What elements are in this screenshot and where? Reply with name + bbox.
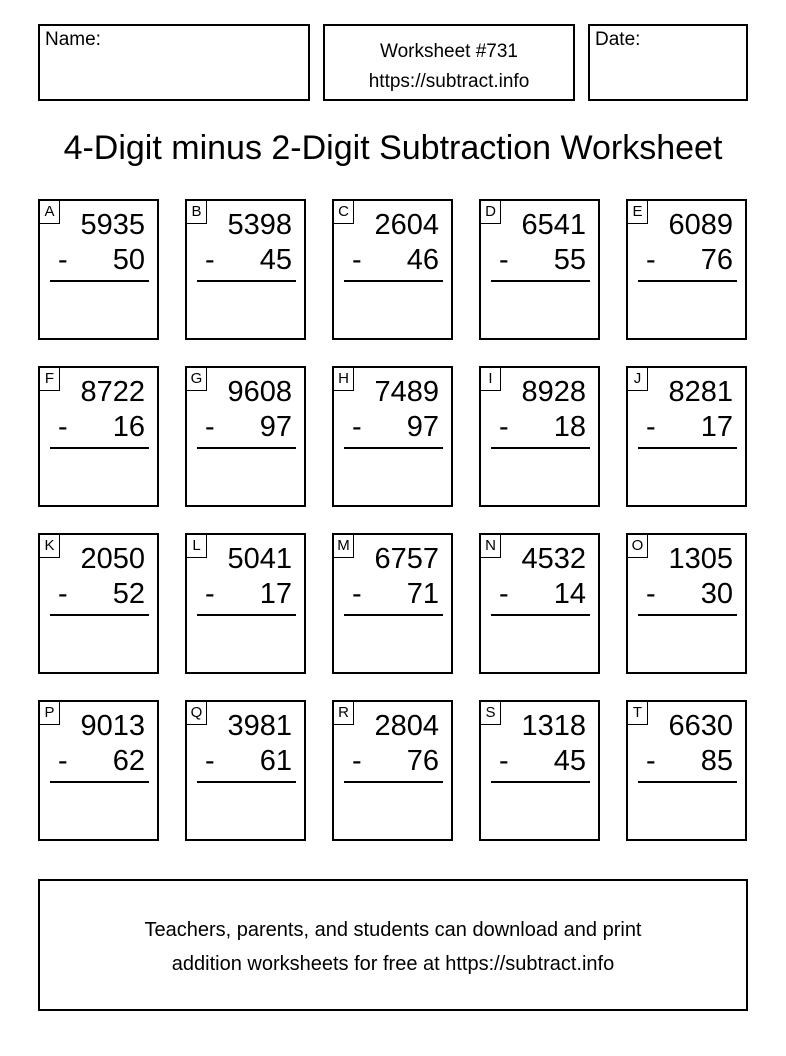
minus-sign: -: [58, 745, 68, 777]
subtrahend: 76: [406, 745, 439, 777]
answer-line: [197, 781, 296, 783]
problem-card[interactable]: [38, 199, 159, 340]
minus-sign: -: [646, 411, 656, 443]
answer-line: [344, 614, 443, 616]
minuend: 2804: [374, 710, 439, 742]
minus-sign: -: [646, 578, 656, 610]
answer-line: [50, 781, 149, 783]
problem-card[interactable]: [332, 700, 453, 841]
subtrahend: 17: [259, 578, 292, 610]
problem-letter: J: [628, 368, 648, 391]
minuend: 6089: [668, 209, 733, 241]
answer-line: [491, 614, 590, 616]
subtrahend: 71: [406, 578, 439, 610]
subtrahend: 45: [553, 745, 586, 777]
minus-sign: -: [58, 411, 68, 443]
minuend: 2604: [374, 209, 439, 241]
answer-line: [638, 614, 737, 616]
minus-sign: -: [352, 244, 362, 276]
problem-card[interactable]: [626, 533, 747, 674]
subtrahend: 76: [700, 244, 733, 276]
problem-letter: L: [187, 535, 207, 558]
answer-line: [491, 447, 590, 449]
minuend: 7489: [374, 376, 439, 408]
minus-sign: -: [646, 244, 656, 276]
name-label: Name:: [45, 29, 101, 50]
answer-line: [491, 280, 590, 282]
problem-card[interactable]: [479, 366, 600, 507]
subtrahend: 97: [259, 411, 292, 443]
problem-card[interactable]: [185, 533, 306, 674]
answer-line: [197, 280, 296, 282]
minus-sign: -: [499, 244, 509, 276]
problem-card[interactable]: [332, 199, 453, 340]
problem-card[interactable]: [626, 199, 747, 340]
problem-letter: O: [628, 535, 648, 558]
minuend: 4532: [521, 543, 586, 575]
problem-letter: K: [40, 535, 60, 558]
subtrahend: 50: [112, 244, 145, 276]
problem-card[interactable]: [626, 366, 747, 507]
subtrahend: 17: [700, 411, 733, 443]
answer-line: [638, 280, 737, 282]
problem-letter: G: [187, 368, 207, 391]
subtrahend: 61: [259, 745, 292, 777]
answer-line: [50, 614, 149, 616]
minus-sign: -: [205, 411, 215, 443]
problem-letter: T: [628, 702, 648, 725]
subtrahend: 62: [112, 745, 145, 777]
worksheet-info-box: [323, 24, 575, 101]
subtrahend: 85: [700, 745, 733, 777]
footer-box: [38, 879, 748, 1011]
page-title: 4-Digit minus 2-Digit Subtraction Worksheet: [63, 129, 723, 167]
footer-line-1: Teachers, parents, and students can download and print: [144, 919, 642, 941]
minuend: 1305: [668, 543, 733, 575]
minuend: 5041: [227, 543, 292, 575]
problem-letter: I: [481, 368, 501, 391]
problem-card[interactable]: [38, 366, 159, 507]
name-box[interactable]: [38, 24, 310, 101]
problem-card[interactable]: [626, 700, 747, 841]
minus-sign: -: [205, 745, 215, 777]
problem-card[interactable]: [332, 533, 453, 674]
problem-letter: Q: [187, 702, 207, 725]
minus-sign: -: [499, 578, 509, 610]
problem-letter: A: [40, 201, 60, 224]
date-label: Date:: [595, 29, 641, 50]
problem-letter: D: [481, 201, 501, 224]
subtrahend: 55: [553, 244, 586, 276]
minuend: 9608: [227, 376, 292, 408]
problem-card[interactable]: [479, 700, 600, 841]
problem-card[interactable]: [332, 366, 453, 507]
problem-card[interactable]: [185, 700, 306, 841]
problem-letter: R: [334, 702, 354, 725]
minus-sign: -: [205, 244, 215, 276]
worksheet-url: https://subtract.info: [368, 71, 530, 92]
answer-line: [50, 280, 149, 282]
answer-line: [197, 447, 296, 449]
minuend: 8928: [521, 376, 586, 408]
subtrahend: 30: [700, 578, 733, 610]
minuend: 5935: [80, 209, 145, 241]
subtrahend: 18: [553, 411, 586, 443]
problem-card[interactable]: [479, 533, 600, 674]
minus-sign: -: [352, 745, 362, 777]
subtrahend: 45: [259, 244, 292, 276]
problem-letter: C: [334, 201, 354, 224]
minus-sign: -: [58, 244, 68, 276]
minus-sign: -: [352, 578, 362, 610]
problem-letter: E: [628, 201, 648, 224]
problem-letter: P: [40, 702, 60, 725]
minuend: 8281: [668, 376, 733, 408]
subtrahend: 46: [406, 244, 439, 276]
problem-card[interactable]: [479, 199, 600, 340]
minus-sign: -: [646, 745, 656, 777]
minus-sign: -: [205, 578, 215, 610]
subtrahend: 97: [406, 411, 439, 443]
minuend: 8722: [80, 376, 145, 408]
answer-line: [638, 781, 737, 783]
problem-letter: S: [481, 702, 501, 725]
problem-letter: N: [481, 535, 501, 558]
subtrahend: 14: [553, 578, 586, 610]
answer-line: [344, 781, 443, 783]
problem-card[interactable]: [185, 199, 306, 340]
minuend: 9013: [80, 710, 145, 742]
problem-letter: B: [187, 201, 207, 224]
minus-sign: -: [58, 578, 68, 610]
answer-line: [638, 447, 737, 449]
answer-line: [50, 447, 149, 449]
minus-sign: -: [499, 411, 509, 443]
answer-line: [491, 781, 590, 783]
problem-card[interactable]: [38, 533, 159, 674]
problem-letter: H: [334, 368, 354, 391]
problem-letter: M: [334, 535, 354, 558]
answer-line: [197, 614, 296, 616]
minuend: 1318: [521, 710, 586, 742]
subtrahend: 16: [112, 411, 145, 443]
date-box[interactable]: [588, 24, 748, 101]
minus-sign: -: [352, 411, 362, 443]
minuend: 3981: [227, 710, 292, 742]
minus-sign: -: [499, 745, 509, 777]
worksheet-number: Worksheet #731: [379, 41, 518, 62]
minuend: 6541: [521, 209, 586, 241]
answer-line: [344, 447, 443, 449]
minuend: 5398: [227, 209, 292, 241]
minuend: 2050: [80, 543, 145, 575]
answer-line: [344, 280, 443, 282]
problem-card[interactable]: [185, 366, 306, 507]
minuend: 6757: [374, 543, 439, 575]
subtrahend: 52: [112, 578, 145, 610]
minuend: 6630: [668, 710, 733, 742]
problem-letter: F: [40, 368, 60, 391]
problem-card[interactable]: [38, 700, 159, 841]
footer-line-2: addition worksheets for free at https://subtract.info: [171, 953, 615, 975]
